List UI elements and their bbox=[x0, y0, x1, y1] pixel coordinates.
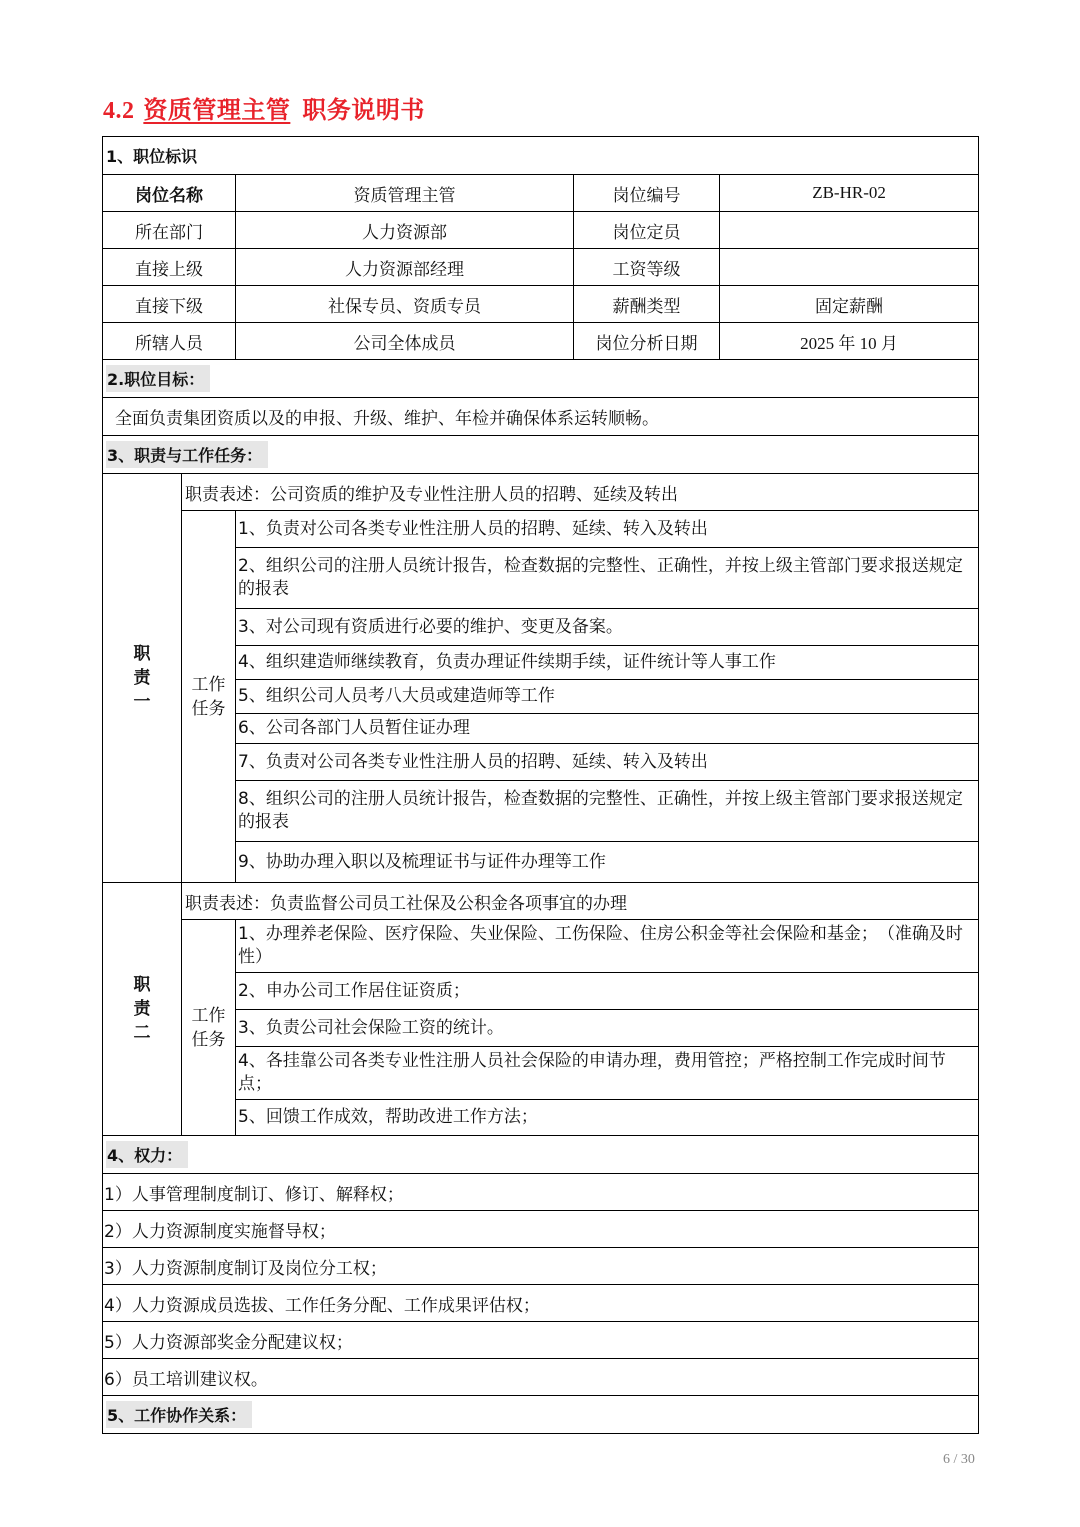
section5-header-cell bbox=[103, 1396, 979, 1434]
info-key: 岗位名称 bbox=[103, 175, 236, 212]
section5-header-row bbox=[103, 1396, 979, 1434]
info-value bbox=[720, 249, 979, 286]
info-row-3 bbox=[103, 249, 979, 286]
page-number: 6 / 30 bbox=[943, 1452, 975, 1467]
info-key: 所辖人员 bbox=[103, 323, 236, 360]
section4-header: 4、权力： bbox=[106, 1141, 188, 1168]
section1-header-cell bbox=[103, 137, 979, 175]
section2-header-cell bbox=[103, 360, 979, 398]
section3-header: 3、职责与工作任务： bbox=[106, 441, 268, 468]
power-item: 3）人力资源制度制订及岗位分工权； bbox=[103, 1248, 979, 1285]
duty2-label-char: 职 bbox=[133, 975, 151, 995]
power-item: 5）人力资源部奖金分配建议权； bbox=[103, 1322, 979, 1359]
duty1-label bbox=[103, 474, 182, 883]
task-item: 1、负责对公司各类专业性注册人员的招聘、延续、转入及转出 bbox=[236, 511, 979, 548]
info-row-5 bbox=[103, 323, 979, 360]
info-key: 岗位分析日期 bbox=[574, 323, 720, 360]
info-key: 岗位编号 bbox=[574, 175, 720, 212]
section4-header-row bbox=[103, 1136, 979, 1174]
power-item: 1）人事管理制度制订、修订、解释权； bbox=[103, 1174, 979, 1211]
section1-header: 1、职位标识 bbox=[106, 147, 198, 166]
info-value: 社保专员、资质专员 bbox=[236, 286, 574, 323]
task-item: 9、协助办理入职以及梳理证书与证件办理等工作 bbox=[236, 842, 979, 883]
section3-header-row bbox=[103, 436, 979, 474]
task-item: 8、组织公司的注册人员统计报告，检查数据的完整性、正确性，并按上级主管部门要求报送规定的报表 bbox=[236, 781, 979, 842]
info-value: 资质管理主管 bbox=[236, 175, 574, 212]
power-row bbox=[103, 1211, 979, 1248]
info-row-2 bbox=[103, 212, 979, 249]
section1-header-row bbox=[103, 137, 979, 175]
task-row bbox=[103, 511, 979, 548]
task-item: 5、组织公司人员考八大员或建造师等工作 bbox=[236, 680, 979, 714]
section4-header-cell bbox=[103, 1136, 979, 1174]
info-key: 所在部门 bbox=[103, 212, 236, 249]
task-label-line: 工作 bbox=[191, 1005, 226, 1026]
goal-text: 全面负责集团资质以及的申报、升级、维护、年检并确保体系运转顺畅。 bbox=[103, 398, 979, 436]
page-title bbox=[103, 90, 425, 125]
section2-header-row bbox=[103, 360, 979, 398]
section3-header-cell bbox=[103, 436, 979, 474]
duty2-desc: 职责表述：负责监督公司员工社保及公积金各项事宜的办理 bbox=[182, 883, 979, 920]
task-item: 4、各挂靠公司各类专业性注册人员社会保险的申请办理，费用管控；严格控制工作完成时间节点； bbox=[236, 1047, 979, 1100]
task-label-line: 工作 bbox=[191, 674, 226, 695]
info-key: 直接上级 bbox=[103, 249, 236, 286]
task-item: 3、对公司现有资质进行必要的维护、变更及备案。 bbox=[236, 609, 979, 646]
task-item: 5、回馈工作成效，帮助改进工作方法； bbox=[236, 1100, 979, 1136]
section2-header: 2.职位目标： bbox=[106, 365, 210, 392]
info-key: 岗位定员 bbox=[574, 212, 720, 249]
power-item: 6）员工培训建议权。 bbox=[103, 1359, 979, 1396]
duty2-label-char: 责 bbox=[133, 999, 151, 1019]
info-value: 人力资源部经理 bbox=[236, 249, 574, 286]
duty2-task-label bbox=[182, 920, 236, 1136]
task-row bbox=[103, 920, 979, 973]
power-item: 4）人力资源成员选拔、工作任务分配、工作成果评估权； bbox=[103, 1285, 979, 1322]
duty2-desc-row bbox=[103, 883, 979, 920]
info-value: 人力资源部 bbox=[236, 212, 574, 249]
duty1-desc: 职责表述：公司资质的维护及专业性注册人员的招聘、延续及转出 bbox=[182, 474, 979, 511]
info-key: 工资等级 bbox=[574, 249, 720, 286]
goal-row bbox=[103, 398, 979, 436]
task-item: 2、组织公司的注册人员统计报告，检查数据的完整性、正确性，并按上级主管部门要求报送规定的报表 bbox=[236, 548, 979, 609]
task-item: 4、组织建造师继续教育，负责办理证件续期手续，证件统计等人事工作 bbox=[236, 646, 979, 680]
task-item: 1、办理养老保险、医疗保险、失业保险、工伤保险、住房公积金等社会保险和基金； （准确及时性） bbox=[236, 920, 979, 973]
title-number: 4.2 bbox=[103, 98, 135, 124]
title-suffix: 职务说明书 bbox=[302, 96, 425, 124]
duty1-desc-row bbox=[103, 474, 979, 511]
power-row bbox=[103, 1359, 979, 1396]
power-row bbox=[103, 1285, 979, 1322]
duty1-label-char: 责 bbox=[133, 668, 151, 688]
info-value: 公司全体成员 bbox=[236, 323, 574, 360]
info-key: 薪酬类型 bbox=[574, 286, 720, 323]
task-item: 7、负责对公司各类专业性注册人员的招聘、延续、转入及转出 bbox=[236, 744, 979, 781]
task-label-line: 任务 bbox=[191, 1029, 226, 1050]
duty2-label bbox=[103, 883, 182, 1136]
info-value: 固定薪酬 bbox=[720, 286, 979, 323]
duty1-label-char: 职 bbox=[133, 644, 151, 664]
info-value: ZB-HR-02 bbox=[720, 175, 979, 212]
task-label-line: 任务 bbox=[191, 698, 226, 719]
job-description-table bbox=[102, 136, 979, 1434]
power-row bbox=[103, 1174, 979, 1211]
duty2-label-char: 二 bbox=[133, 1023, 151, 1043]
section5-header: 5、工作协作关系： bbox=[106, 1401, 252, 1428]
info-value bbox=[720, 212, 979, 249]
power-row bbox=[103, 1248, 979, 1285]
task-item: 3、负责公司社会保险工资的统计。 bbox=[236, 1010, 979, 1047]
task-item: 2、申办公司工作居住证资质； bbox=[236, 973, 979, 1010]
power-item: 2）人力资源制度实施督导权； bbox=[103, 1211, 979, 1248]
duty1-label-char: 一 bbox=[133, 692, 151, 712]
title-position-name: 资质管理主管 bbox=[143, 96, 291, 124]
task-item: 6、公司各部门人员暂住证办理 bbox=[236, 714, 979, 744]
info-row-1 bbox=[103, 175, 979, 212]
info-key: 直接下级 bbox=[103, 286, 236, 323]
power-row bbox=[103, 1322, 979, 1359]
info-row-4 bbox=[103, 286, 979, 323]
duty1-task-label bbox=[182, 511, 236, 883]
info-value: 2025 年 10 月 bbox=[720, 323, 979, 360]
